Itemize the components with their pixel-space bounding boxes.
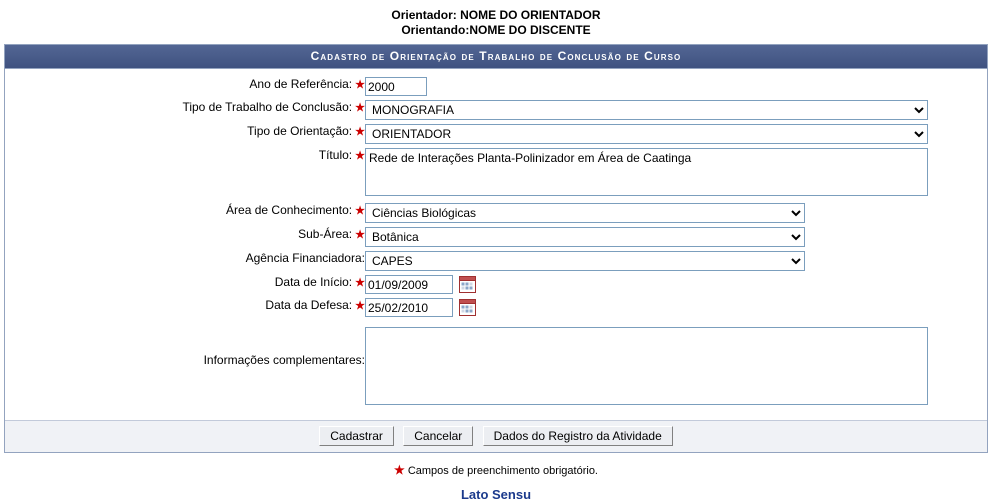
- label-informacoes-complementares: Informações complementares:: [203, 353, 365, 367]
- required-star-legend: ★: [394, 463, 405, 477]
- label-tipo-trabalho: Tipo de Trabalho de Conclusão:: [182, 100, 353, 114]
- field-sub-area-cell: [365, 225, 987, 249]
- label-ano-cell: [5, 75, 365, 98]
- row-titulo: [5, 146, 987, 201]
- tipo-trabalho-select[interactable]: [365, 100, 928, 120]
- label-sub-area: Sub-Área:: [298, 227, 353, 241]
- label-data-inicio-cell: [5, 273, 365, 296]
- label-area-conhecimento: Área de Conhecimento:: [226, 203, 353, 217]
- required-star-data-inicio: ★: [355, 277, 365, 289]
- orientando-line: [0, 23, 992, 38]
- titulo-textarea[interactable]: [365, 148, 928, 196]
- field-data-defesa-cell: [365, 296, 987, 319]
- label-ano: Ano de Referência:: [249, 77, 353, 91]
- row-informacoes: [5, 319, 987, 410]
- informacoes-complementares-textarea[interactable]: [365, 327, 928, 405]
- required-star-ano: ★: [355, 79, 365, 91]
- row-data-defesa: [5, 296, 987, 319]
- form-table: [5, 75, 987, 410]
- label-sub-area-cell: [5, 225, 365, 249]
- label-agencia-financiadora: Agência Financiadora:: [245, 251, 365, 265]
- cancelar-button[interactable]: Cancelar: [403, 426, 473, 446]
- orientation-header: [0, 0, 992, 38]
- form-body: [5, 69, 987, 414]
- field-data-inicio-cell: [365, 273, 987, 296]
- sub-area-select[interactable]: [365, 227, 805, 247]
- tipo-orientacao-select[interactable]: [365, 124, 928, 144]
- field-agencia-cell: [365, 249, 987, 273]
- data-defesa-input[interactable]: [365, 298, 453, 317]
- area-conhecimento-select[interactable]: [365, 203, 805, 223]
- calendar-icon[interactable]: [459, 276, 476, 293]
- row-tipo-trabalho: [5, 98, 987, 122]
- required-note-text: Campos de preenchimento obrigatório.: [407, 465, 598, 477]
- required-star-sub-area: ★: [355, 229, 365, 241]
- required-star-tipo-orientacao: ★: [355, 126, 365, 138]
- data-inicio-input[interactable]: [365, 275, 453, 294]
- label-data-defesa: Data da Defesa:: [265, 298, 353, 312]
- field-tipo-orientacao-cell: [365, 122, 987, 146]
- required-star-titulo: ★: [355, 150, 365, 162]
- row-ano: [5, 75, 987, 98]
- ano-referencia-input[interactable]: [365, 77, 427, 96]
- field-tipo-trabalho-cell: [365, 98, 987, 122]
- field-titulo-cell: [365, 146, 987, 201]
- agencia-financiadora-select[interactable]: [365, 251, 805, 271]
- row-data-inicio: [5, 273, 987, 296]
- label-tipo-orientacao-cell: [5, 122, 365, 146]
- label-agencia-cell: [5, 249, 365, 273]
- orientador-value: NOME DO ORIENTADOR: [460, 8, 601, 22]
- orientador-line: [0, 8, 992, 23]
- row-area-conhecimento: [5, 201, 987, 225]
- label-data-defesa-cell: [5, 296, 365, 319]
- label-informacoes-cell: [5, 319, 365, 410]
- orientador-label: Orientador:: [391, 8, 457, 22]
- row-tipo-orientacao: [5, 122, 987, 146]
- label-tipo-trabalho-cell: [5, 98, 365, 122]
- label-tipo-orientacao: Tipo de Orientação:: [247, 124, 353, 138]
- button-row: [5, 420, 987, 452]
- panel-caption: Cadastro de Orientação de Trabalho de Conclusão de Curso: [5, 45, 987, 69]
- label-titulo-cell: [5, 146, 365, 201]
- required-fields-note: [0, 463, 992, 477]
- field-ano-cell: [365, 75, 987, 98]
- orientando-label: Orientando:: [401, 23, 470, 37]
- field-area-cell: [365, 201, 987, 225]
- cadastrar-button[interactable]: Cadastrar: [319, 426, 394, 446]
- label-data-inicio: Data de Início:: [274, 275, 353, 289]
- required-star-area: ★: [355, 205, 365, 217]
- orientando-value: NOME DO DISCENTE: [469, 23, 591, 37]
- brand-link[interactable]: Lato Sensu: [460, 487, 532, 502]
- required-star-data-defesa: ★: [355, 300, 365, 312]
- row-agencia: [5, 249, 987, 273]
- label-titulo: Título:: [318, 148, 353, 162]
- row-sub-area: [5, 225, 987, 249]
- dados-registro-atividade-button[interactable]: Dados do Registro da Atividade: [483, 426, 673, 446]
- form-panel: [4, 44, 988, 453]
- field-informacoes-cell: [365, 319, 987, 410]
- label-area-cell: [5, 201, 365, 225]
- required-star-tipo-trabalho: ★: [355, 102, 365, 114]
- calendar-icon[interactable]: [459, 299, 476, 316]
